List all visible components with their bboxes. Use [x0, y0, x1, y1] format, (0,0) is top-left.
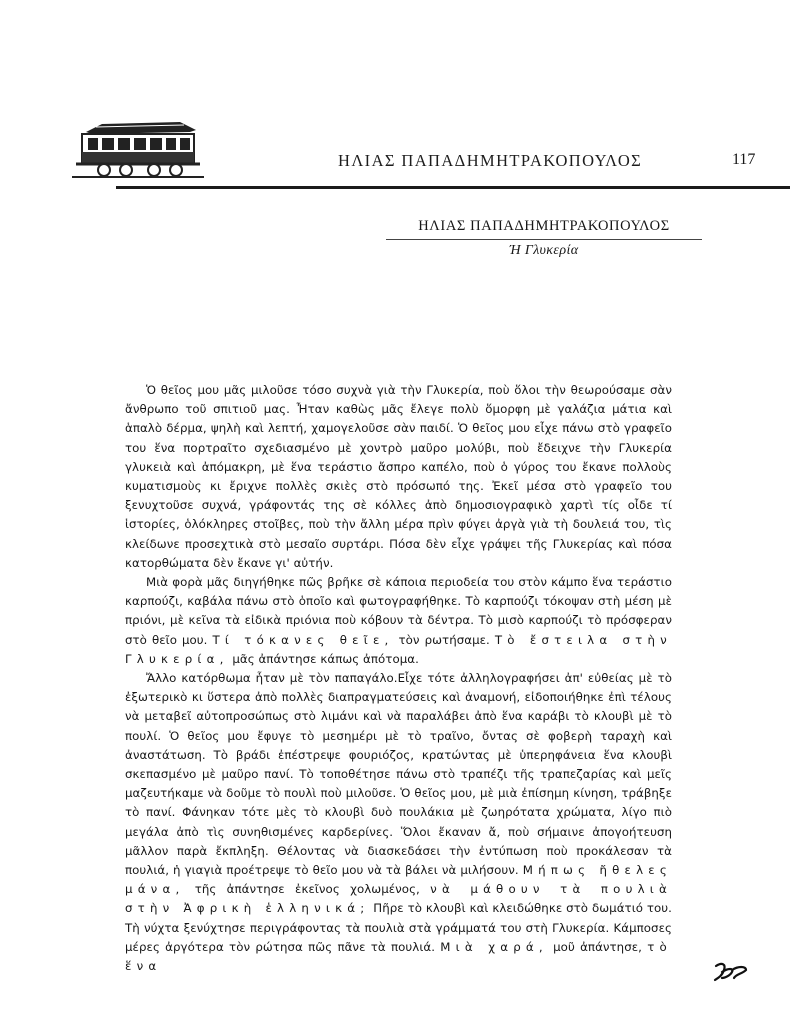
quote-reply: Μιὰ χαρά,	[440, 939, 548, 954]
tram-illustration-icon	[72, 118, 204, 180]
paragraph-2-text-d: μᾶς ἀπάντησε κάπως ἀπότομα.	[232, 651, 419, 666]
paragraph-2-text-b: τὸν ρωτήσαμε.	[398, 632, 490, 647]
quote-question: Τί τόκανες θεῖε,	[212, 632, 394, 647]
paragraph-1: Ὁ θεῖος μου μᾶς μιλοῦσε τόσο συχνὰ γιὰ τὴν Γλυκερία, ποὺ ὅλοι τὴν θεωρούσαμε σὰν ἄνθρωπο τοῦ σπιτιοῦ μας. Ἦταν καθὼς μᾶς ἔλεγε πολὺ ὅμορφη μὲ γαλάζια μάτια καὶ ἁπαλὸ δέρμα, ψηλὴ καὶ λεπτή, χαμογελοῦσε σὰν παιδί. Ὁ θεῖος μου εἶχε πάνω στὸ γραφεῖο του ἕνα πορτραῖτο σχεδιασμένο μὲ χοντρὸ μαῦρο μολύβι, ποὺ ἔδειχνε τὴν Γλυκερία γλυκειὰ καὶ ἀπόμακρη, μὲ ἕνα τεράστιο ἄσπρο καπέλο, ποὺ ὁ γύρος του ἔκανε πολλοὺς κυματισμοὺς κι ἔριχνε πολλὲς σκιὲς στὸ πρόσωπό της. Ἐκεῖ μέσα στὸ γραφεῖο του ξενυχτοῦσε συχνά, γράφοντάς της σὲ κόλλες ἀπὸ δημοσιογραφικὸ χαρτὶ τίς οἶδε τί ἱστορίες, ὁλόκληρες στοῖβες, ποὺ τὴν ἄλλη μέρα πρὶν φύγει ἀργὰ γιὰ τὴ δουλειά του, τὶς κλείδωνε προσεχτικὰ στὸ μεσαῖο συρτάρι. Πόσα δὲν εἶχε γράψει τῆς Γλυκερίας καὶ πόσα κατορθώματα δὲν ἔκανε γι' αὐτήν.	[125, 383, 672, 570]
body-text	[125, 381, 672, 976]
quote-retort: Μήπως ἤθελες μάνα,	[125, 863, 672, 897]
quote-retort-2: νὰ μάθουν τὰ πουλιὰ στὴν Ἀφρικὴ ἑλληνικά;	[125, 882, 672, 916]
signature-flourish-icon	[712, 960, 750, 984]
page-number: 117	[732, 151, 756, 168]
paragraph-3-text-c: τῆς ἀπάντησε ἐκεῖνος χολωμένος,	[194, 882, 420, 897]
title-block	[386, 218, 702, 259]
paragraph-3-text-e: Πῆρε τὸ κλουβὶ καὶ κλειδώθηκε στὸ δωμάτιό του. Τὴ νύχτα ξενύχτησε περιγράφοντας τὰ πουλιὰ στὰ γράμματά του στὴ Γλυκερία. Κάμποσες μέρες ἀργότερα τὸν ρώτησα πῶς πᾶνε τὰ πουλιά.	[125, 901, 672, 954]
quote-reply-end: τὸ ἕνα	[125, 939, 672, 974]
paragraph-3-text: Ἄλλο κατόρθωμα ἦταν μὲ τὸν παπαγάλο.Εἶχε τότε ἀλληλογραφήσει ἀπ' εὐθείας μὲ τὸ ἐξωτερικὸ κι ὕστερα ἀπὸ πολλὲς διαπραγματεύσεις καὶ ἀναμονή, εἰδοποιήθηκε ἐπὶ τέλους νὰ μεταβεῖ αὐτοπροσώπως στὸ λιμάνι καὶ νὰ παραλάβει ἀπὸ ἕνα καράβι τὸ κλουβὶ μὲ τὸ πουλί. Ὁ θεῖος μου ἔφυγε τὸ μεσημέρι μὲ τὸ τραῖνο, ὄντας σὲ φοβερὴ ταραχὴ καὶ ἀναστάτωση. Τὸ βράδι ἐπέστρεψε φουριόζος, κρατώντας μὲ ὑπερηφάνεια ἕνα κλουβὶ σκεπασμένο μὲ μαῦρο πανί. Τὸ τοποθέτησε πάνω στὸ τραπέζι τῆς τραπεζαρίας καὶ μεῖς μαζευτήκαμε νὰ δοῦμε τὸ πουλὶ ποὺ μιλοῦσε. Ὁ θεῖος μου, μὲ μιὰ ἐπίσημη κίνηση, τράβηξε τὸ πανί. Φάνηκαν τότε μὲς τὸ κλουβὶ δυὸ πουλάκια μὲ ζωηρότατα χρώματα, λίγο πιὸ μεγάλα ἀπὸ τὶς συνηθισμένες καρδερίνες. Ὅλοι ἔκαναν ἄ, ποὺ σήμαινε ἀπογοήτευση μᾶλλον παρὰ ἔκπληξη. Θέλοντας νὰ διασκεδάσει τὴν ἐντύπωση ποὺ προκάλεσαν τὰ πουλιά, ἡ γιαγιὰ προέτρεψε τὸ θεῖο μου νὰ τὰ βάλει νὰ μιλήσουν.	[125, 671, 672, 878]
paragraph-2-text: Μιὰ φορὰ μᾶς διηγήθηκε πῶς βρῆκε σὲ κάποια περιοδεία του στὸν κάμπο ἕνα τεράστιο καρπούζι, καβάλα πάνω στὸ ὁποῖο καὶ φωτογραφήθηκε. Τὸ καρπούζι τόκοψαν στὴ μέση μὲ πριόνι, μὲ κεῖνα τὰ εἰδικὰ πριόνια ποὺ κόβουν τὰ δέντρα. Τὸ μισὸ καρπούζι τὸ πρόσφεραν στὸ θεῖο μου.	[125, 575, 672, 647]
paragraph-3	[125, 669, 672, 976]
author-name: ΗΛΙΑΣ ΠΑΠΑΔΗΜΗΤΡΑΚΟΠΟΥΛΟΣ	[386, 218, 702, 240]
header-rule	[116, 186, 790, 189]
paragraph-3-text-g: μοῦ ἀπάντησε,	[553, 939, 642, 954]
quote-answer: Τὸ ἔστειλα στὴν Γλυκερία,	[125, 632, 672, 666]
paragraph-2	[125, 573, 672, 669]
story-title: Ή Γλυκερία	[509, 243, 579, 258]
running-head: ΗΛΙΑΣ ΠΑΠΑΔΗΜΗΤΡΑΚΟΠΟΥΛΟΣ	[338, 151, 643, 170]
